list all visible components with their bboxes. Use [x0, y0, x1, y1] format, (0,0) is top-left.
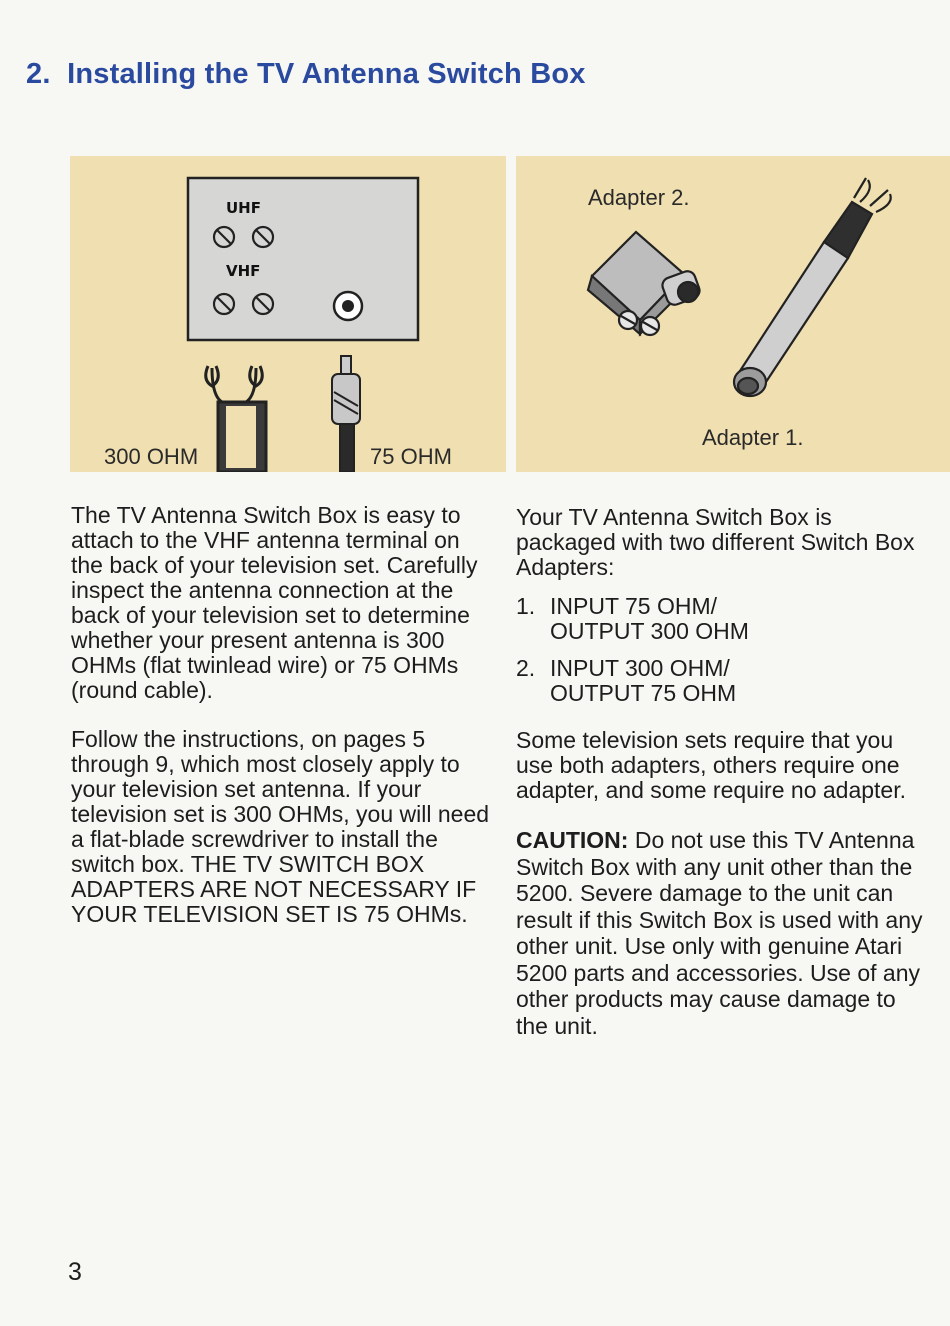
list-text [550, 594, 749, 644]
terminal-plate [188, 178, 418, 340]
coax-plug-icon [332, 356, 360, 472]
caution-text: Do not use this TV Antenna Switch Box with any unit other than the 5200. Severe damage to the unit can result if this Switch Box is used with any other unit. Use only with genuine Atari 5200 parts and accessories. Use of any other products may cause damage to the unit. [516, 827, 923, 1039]
caution-label: CAUTION: [516, 827, 629, 853]
adapter-list-item [516, 594, 926, 644]
page-number: 3 [68, 1258, 82, 1286]
adapter-list-item [516, 656, 926, 706]
list-line: INPUT 75 OHM/ [550, 593, 717, 619]
antenna-terminal-illustration [70, 156, 506, 472]
adapters-figure [516, 156, 950, 472]
adapters-intro: Your TV Antenna Switch Box is packaged with two different Switch Box Adapters: [516, 504, 915, 580]
label-300-ohm: 300 OHM [104, 444, 199, 469]
list-text [550, 656, 736, 706]
page-heading [26, 58, 586, 91]
list-number: 1. [516, 593, 536, 619]
list-line: INPUT 300 OHM/ [550, 655, 730, 681]
left-text-column [71, 503, 491, 951]
label-adapter-1: Adapter 1. [702, 425, 804, 450]
antenna-terminal-figure [70, 156, 506, 472]
instructions-paragraph: Follow the instructions, on pages 5 through 9, which most closely apply to your television set antenna. If your television set is 300 OHMs, you will need a flat-blade screwdriver to install the switch box. THE TV SWITCH BOX ADAPTERS ARE NOT NECESSARY IF YOUR TELEVISION SET IS 75 OHMs. [71, 726, 490, 927]
adapter-requirements-paragraph: Some television sets require that you use both adapters, others require one adapter, and some require no adapter. [516, 727, 907, 803]
adapter-2-icon [588, 232, 702, 335]
vhf-text: VHF [226, 262, 261, 280]
heading-number: 2. [26, 58, 51, 90]
label-75-ohm: 75 OHM [370, 444, 452, 469]
label-adapter-2: Adapter 2. [588, 185, 690, 210]
intro-paragraph: The TV Antenna Switch Box is easy to attach to the VHF antenna terminal on the back of your television set. Carefully inspect the antenna connection at the back of your television set to determine whether your present antenna is 300 OHMs (flat twinlead wire) or 75 OHMs (round cable). [71, 502, 478, 703]
caution-paragraph [516, 827, 926, 1039]
twin-lead-wire-icon [206, 366, 266, 472]
list-line: OUTPUT 75 OHM [550, 680, 737, 706]
coax-jack-icon [334, 292, 362, 320]
adapter-1-icon [734, 178, 891, 396]
heading-title: Installing the TV Antenna Switch Box [67, 58, 586, 90]
right-text-column [516, 505, 926, 1063]
uhf-text: UHF [226, 199, 261, 217]
list-number: 2. [516, 655, 536, 681]
list-line: OUTPUT 300 OHM [550, 618, 749, 644]
